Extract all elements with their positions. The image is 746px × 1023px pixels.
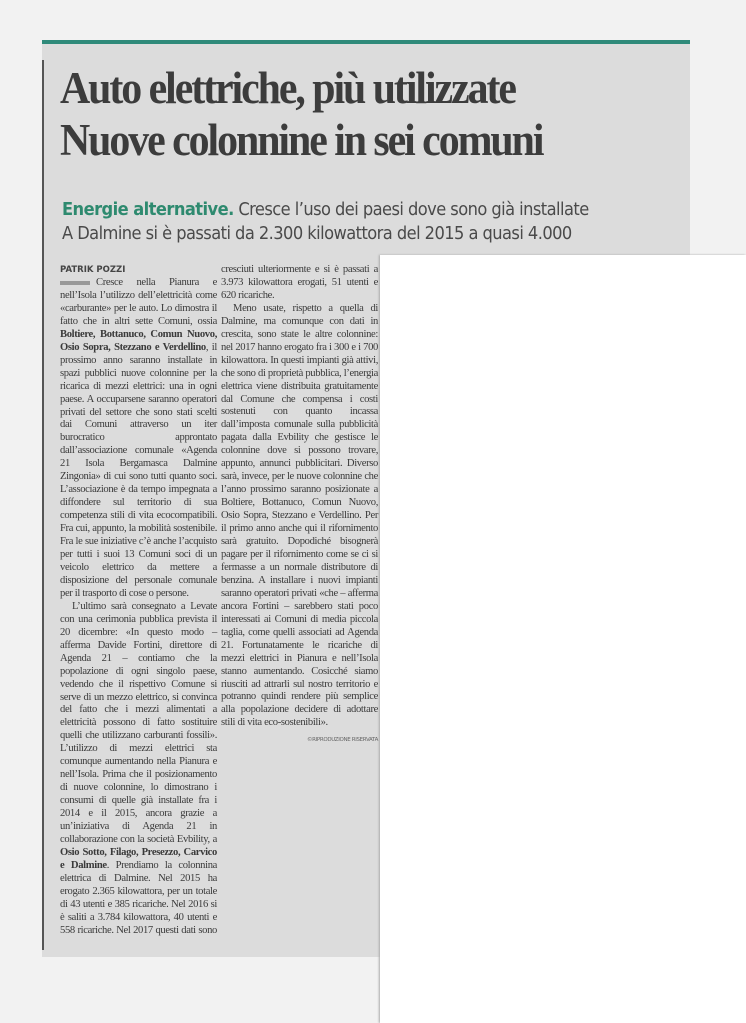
- top-rule: [42, 40, 690, 44]
- headline-line-2: Nuove colonnine in sei comuni: [60, 115, 543, 165]
- text: Cresce nella Pianura e nell’Isola l’utilizzo dell’elettricità come «carburante» per le auto. Lo dimostra il fatto che in altri sette Comuni, ossia: [60, 277, 217, 327]
- bold-text: Osio Sotto, Filago, Presezzo, Carvico e Dalmine: [60, 846, 217, 871]
- kicker: Energie alternative.: [62, 200, 234, 220]
- subhead-line-1: Cresce l’uso dei paesi dove sono già installate: [233, 200, 589, 220]
- copyright-notice: ©RIPRODUZIONE RISERVATA: [307, 737, 378, 744]
- left-edge-rule: [42, 60, 44, 950]
- headline: [60, 62, 655, 166]
- lead-dash: [60, 281, 90, 285]
- headline-line-1: Auto elettriche, più utilizzate: [60, 63, 515, 113]
- subheadline: [62, 198, 657, 246]
- column-1: [60, 264, 378, 944]
- paragraph-3: Meno usate, rispetto a quella di Dalmine, ma comunque con dati in crescita, sono state le altre colonnine: nel 2017 hanno erogato fra i 300 e i 700 kilowattora. In questi impianti già attivi, che sono di proprietà pubblica, l’energia elettrica viene distribuita gratuitamente dal Comune che compensa i costi sostenuti con quanto incassa dall’imposta comunale sulla pubblicità pagata dalla Evbility che gestisce le colonnine dove si possono trovare, appunto, annunci pubblicitari. Diverso sarà, invece, per le nuove colonnine che l’anno prossimo saranno posizionate a Boltiere, Bottanuco, Comun Nuovo, Osio Sopra, Stezzano e Verdellino. Per il primo anno anche qui il rifornimento sarà gratuito. Dopodiché bisognerà pagare per il rifornimento come se ci si fermasse a un normale distributore di benzina. A installare i nuovi impianti saranno operatori privati «che – afferma ancora Fortini – sarebbero stati poco interessati ai Comuni di media piccola taglia, come quelli associati ad Agenda 21. Fortunatamente le ricariche di mezzi elettrici in Pianura e nell’Isola stanno aumentando. Cosicché siamo riusciti ad attrarli sul nostro territorio e potranno quindi rendere più semplice alla popolazione decidere di adottare stili di vita eco-sostenibili».: [221, 302, 378, 729]
- byline: PATRIK POZZI: [60, 265, 126, 275]
- blank-paper-overlay: [380, 255, 746, 1023]
- bold-text: Boltiere, Bottanuco, Comun Nuovo, Osio Sopra, Stezzano e Verdellino: [60, 328, 217, 353]
- text: . Prendiamo la colonnina elettrica di Dalmine. Nel 2015 ha erogato 2.365 kilowattora, per un totale di 43 utenti e 385 ricariche. Nel 2016 si è saliti a 3.784 kilowattora, 40 utenti e 558 ricariche. Nel 2017 questi dati sono cresciuti ulteriormente e si è passati a 3.973 kilowattora erogati, 51 utenti e 620 ricariche.: [60, 264, 378, 936]
- text: , il prossimo anno saranno installate in spazi pubblici nuove colonnine per la ricarica di mezzi elettrici: una in ogni paese. A occuparsene saranno operatori privati del settore che sono stati scelti dai Comuni attraverso un iter burocratico approntato dall’associazione comunale «Agenda 21 Isola Bergamasca Dalmine Zingonia» di cui sono tutti quanto soci. L’associazione è da tempo impegnata a diffondere sul territorio di sua competenza stili di vita ecocompatibili. Fra cui, appunto, la mobilità sostenibile. Fra le sue iniziative c’è anche l’acquisto per tutti i suoi 13 Comuni soci di un veicolo elettrico da mettere a disposizione del personale comunale per il trasporto di cose o persone.: [60, 341, 217, 599]
- paragraph-1: [60, 277, 217, 601]
- subhead-line-2: A Dalmine si è passati da 2.300 kilowattora del 2015 a quasi 4.000: [62, 224, 572, 244]
- text: L’ultimo sarà consegnato a Levate con una cerimonia pubblica prevista il 20 dicembre: «In questo modo – afferma Davide Fortini, direttore di Agenda 21 – contiamo che la popolazione di ogni singolo paese, vedendo che il rispettivo Comune si serve di un mezzo elettrico, si convinca del fatto che i mezzi alimentati a elettricità possono di fatto sostituire quelli che utilizzano carburanti fossili». L’utilizzo di mezzi elettrici sta comunque aumentando nella Pianura e nell’Isola. Prima che il posizionamento di nuove colonnine, lo dimostrano i consumi di quelle già installate fra i 2014 e il 2015, ancora grazie a un’iniziativa di Agenda 21 in collaborazione con la società Evbility, a: [60, 600, 217, 845]
